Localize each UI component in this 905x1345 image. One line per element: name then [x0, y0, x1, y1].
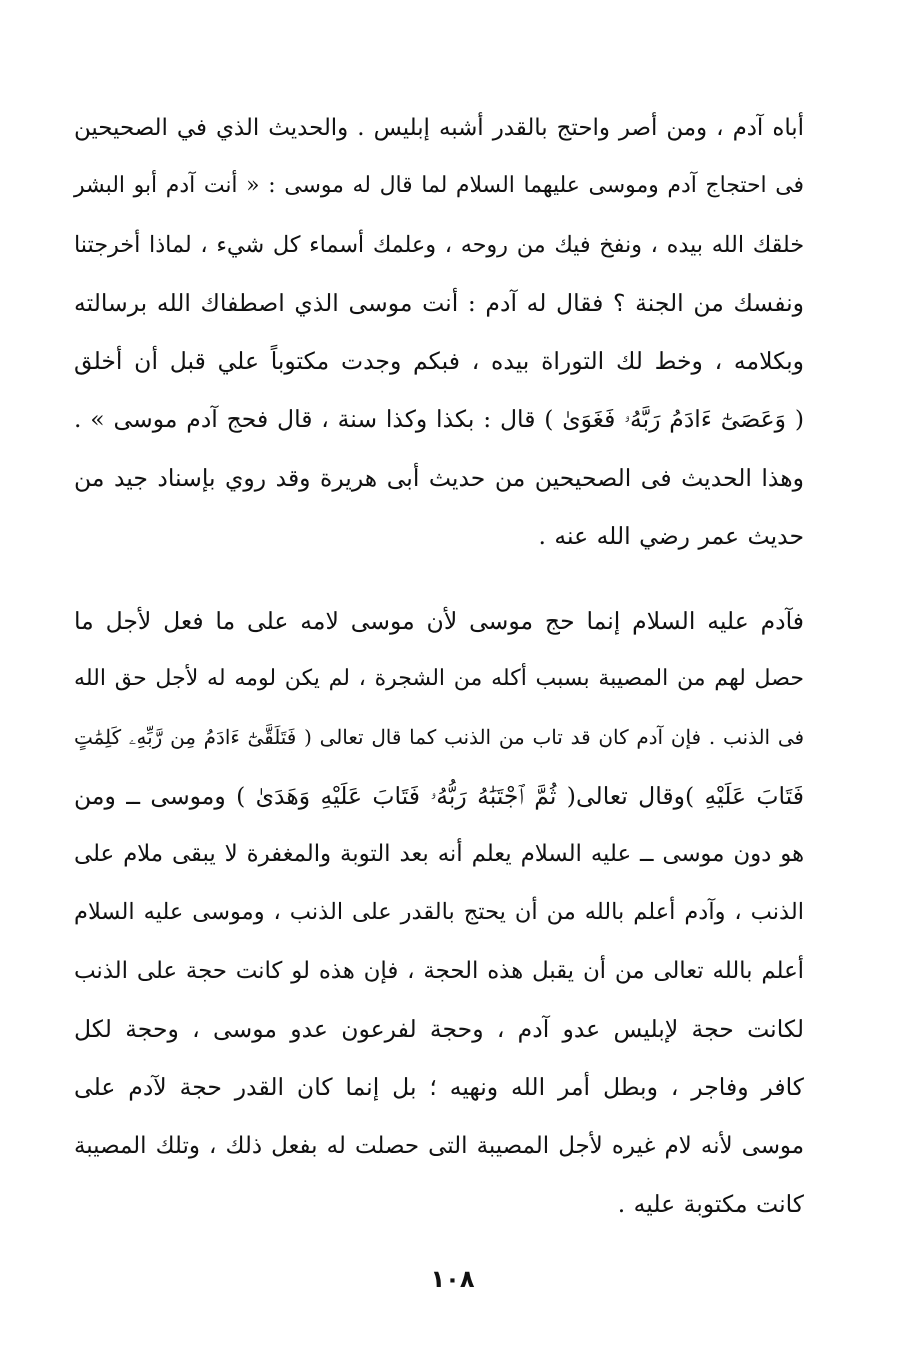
- text-line: لكانت حجة لإبليس عدو آدم ، وحجة لفرعون عدو موسى ، وحجة لكل: [74, 1015, 804, 1044]
- text-line: أعلم بالله تعالى من أن يقبل هذه الحجة ، فإن هذه لو كانت حجة على الذنب: [74, 957, 804, 984]
- paragraph-2: [74, 592, 804, 1233]
- text-line-with-quran-verse: فى الذنب . فإن آدم كان قد تاب من الذنب كما قال تعالى ( فَتَلَقَّىٰٓ ءَادَمُ مِن رَّبِّهِۦ كَلِمَٰتٍ: [74, 725, 804, 749]
- text-line-with-quran-verse: فَتَابَ عَلَيْهِ )وقال تعالى( ثُمَّ ٱجْتَبَٰهُ رَبُّهُۥ فَتَابَ عَلَيْهِ وَهَدَىٰ ) وموسى ــ ومن: [74, 781, 804, 810]
- text-line-with-quran-verse: ( وَعَصَىٰٓ ءَادَمُ رَبَّهُۥ فَغَوَىٰ ) قال : بكذا وكذا سنة ، قال فحج آدم موسى » .: [74, 405, 804, 434]
- text-line: حصل لهم من المصيبة بسبب أكله من الشجرة ، لم يكن لومه له لأجل حق الله: [74, 666, 804, 692]
- text-line: كافر وفاجر ، وبطل أمر الله ونهيه ؛ بل إنما كان القدر حجة لآدم على: [74, 1073, 804, 1102]
- text-line: موسى لأنه لام غيره لأجل المصيبة التى حصلت له بفعل ذلك ، وتلك المصيبة: [74, 1132, 804, 1159]
- text-line: هو دون موسى ــ عليه السلام يعلم أنه بعد التوبة والمغفرة لا يبقى ملام على: [74, 841, 804, 868]
- text-line: الذنب ، وآدم أعلم بالله من أن يحتج بالقدر على الذنب ، وموسى عليه السلام: [74, 899, 804, 926]
- text-line: حديث عمر رضي الله عنه .: [538, 522, 804, 551]
- text-line: ونفسك من الجنة ؟ فقال له آدم : أنت موسى الذي اصطفاك الله برسالته: [74, 288, 804, 317]
- text-line: فآدم عليه السلام إنما حج موسى لأن موسى لامه على ما فعل لأجل ما: [74, 607, 804, 635]
- text-line: خلقك الله بيده ، ونفخ فيك من روحه ، وعلمك أسماء كل شيء ، لماذا أخرجتنا: [74, 231, 804, 258]
- text-line: فى احتجاج آدم وموسى عليهما السلام لما قال له موسى : « أنت آدم أبو البشر: [74, 173, 804, 199]
- paragraph-1: [74, 99, 804, 565]
- text-line: كانت مكتوبة عليه .: [617, 1189, 804, 1218]
- text-line: وبكلامه ، وخط لك التوراة بيده ، فبكم وجدت مكتوباً علي قبل أن أخلق: [74, 347, 804, 376]
- text-line: أباه آدم ، ومن أصر واحتج بالقدر أشبه إبليس . والحديث الذي في الصحيحين: [74, 115, 804, 141]
- page-number: ١٠٨: [430, 1265, 475, 1293]
- text-line: وهذا الحديث فى الصحيحين من حديث أبى هريرة وقد روي بإسناد جيد من: [74, 463, 804, 492]
